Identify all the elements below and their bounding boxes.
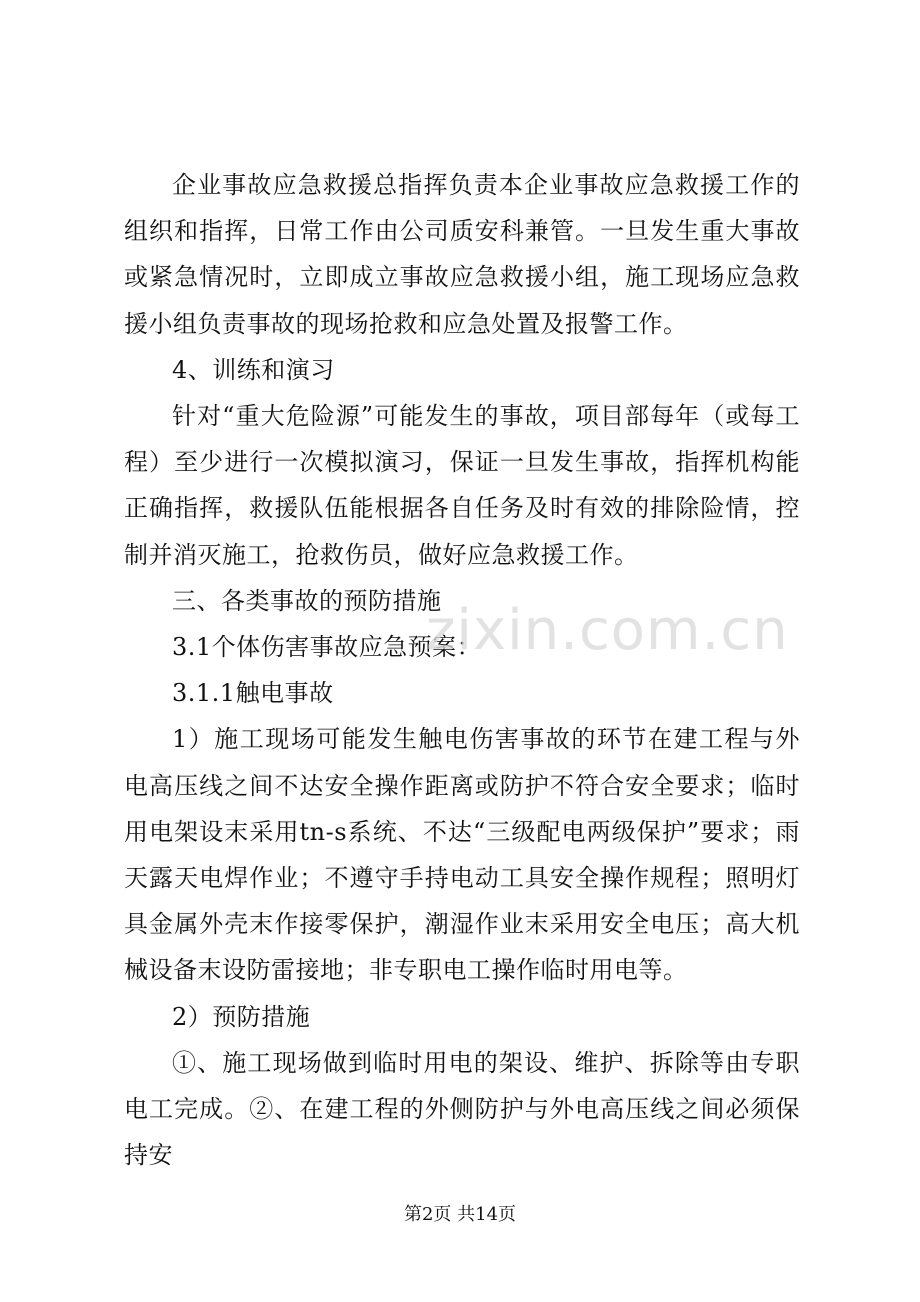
watermark: zixin.com.cn bbox=[426, 598, 789, 663]
paragraph-preventive-measures: ①、施工现场做到临时用电的架设、维护、拆除等由专职电工完成。②、在建工程的外侧防护与外电高压线之间必须保持安 bbox=[124, 1048, 800, 1170]
page-footer: 第2页 共14页 bbox=[403, 1204, 517, 1225]
paragraph-electric-shock-hazards: 1）施工现场可能发生触电伤害事故的环节在建工程与外电高压线之间不达安全操作距离或防护不符合安全要求；临时用电架设末采用tn-s系统、不达“三级配电两级保护”要求；雨天露天电焊作业；不遵守手持电动工具安全操作规程；照明灯具金属外壳末作接零保护，潮湿作业末采用安全电压；高大机械设备末设防雷接地；非专职电工操作临时用电等。 bbox=[124, 725, 800, 985]
heading-3-1: 3.1个体伤害事故应急预案： bbox=[172, 633, 482, 662]
heading-training-drills: 4、训练和演习 bbox=[172, 355, 335, 384]
heading-preventive-measures: 2）预防措施 bbox=[172, 1002, 311, 1031]
paragraph-emergency-command: 企业事故应急救援总指挥负责本企业事故应急救援工作的组织和指挥，日常工作由公司质安科兼管。一旦发生重大事故或紧急情况时，立即成立事故应急救援小组，施工现场应急救援小组负责事故的现场抢救和应急处置及报警工作。 bbox=[124, 171, 800, 338]
paragraph-drills: 针对“重大危险源”可能发生的事故，项目部每年（或每工程）至少进行一次模拟演习，保证一旦发生事故，指挥机构能正确指挥，救援队伍能根据各自任务及时有效的排除险情，控制并消灭施工，抢救伤员，做好应急救援工作。 bbox=[124, 402, 800, 569]
heading-accident-prevention: 三、各类事故的预防措施 bbox=[172, 586, 442, 615]
document-body bbox=[124, 162, 800, 1178]
heading-3-1-1: 3.1.1触电事故 bbox=[172, 679, 334, 708]
